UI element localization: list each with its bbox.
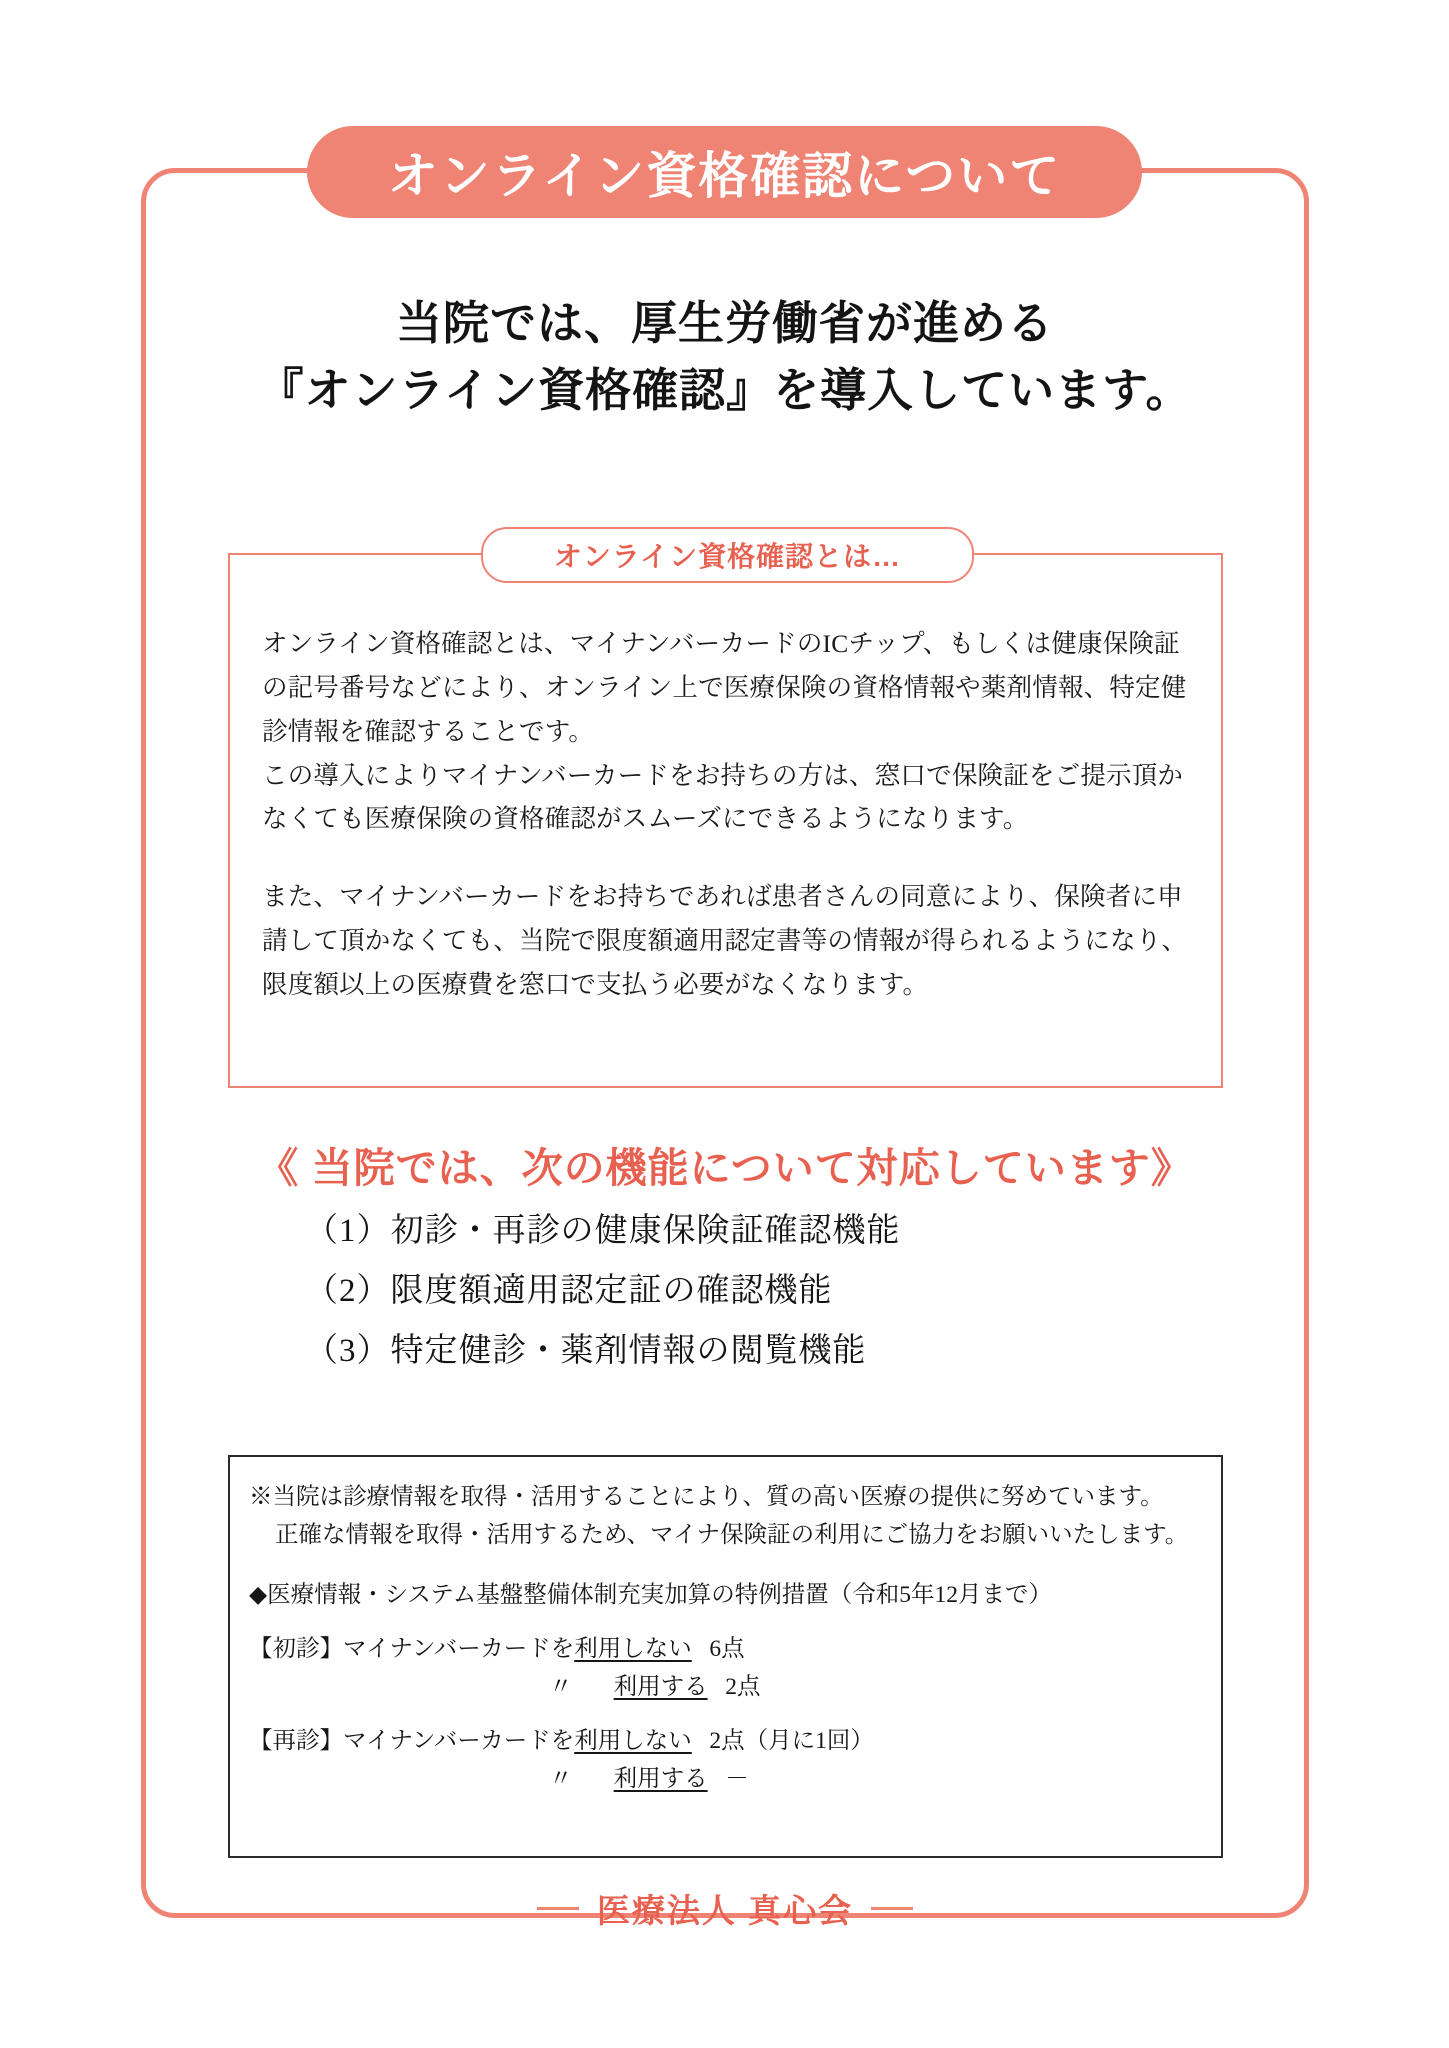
notes-body (249, 1478, 1209, 1798)
definition-box-body (262, 622, 1192, 1007)
notes-revisit-row-2 (249, 1760, 1209, 1798)
notes-line-3: ◆医療情報・システム基盤整備体制充実加算の特例措置（令和5年12月まで） (249, 1582, 1052, 1609)
revisit-ditto: 〃 (549, 1766, 573, 1793)
definition-paragraph-1: オンライン資格確認とは、マイナンバーカードのICチップ、もしくは健康保険証の記号番号などにより、オンライン上で医療保険の資格情報や薬剤情報、特定健診情報を確認することです。 (262, 629, 1187, 746)
footer (141, 1885, 1309, 1932)
features-item-1: （1）初診・再診の健康保険証確認機能 (305, 1213, 901, 1249)
definition-paragraph-2: この導入によりマイナンバーカードをお持ちの方は、窓口で保険証をご提示頂かなくても医療保険の資格確認がスムーズにできるようになります。 (262, 760, 1184, 834)
page-title-text: オンライン資格確認について (387, 148, 1062, 204)
features-heading: 《 当院では、次の機能について対応しています》 (257, 1145, 1193, 1191)
revisit-use: 利用する (613, 1766, 708, 1793)
notes-line-1: ※当院は診療情報を取得・活用することにより、質の高い医療の提供に努めています。 (249, 1484, 1164, 1510)
first-visit-not-use-points: 6点 (709, 1636, 745, 1663)
first-visit-use: 利用する (613, 1674, 708, 1701)
first-visit-label: 【初診】マイナンバーカードを (249, 1636, 575, 1663)
page-title (307, 126, 1142, 218)
revisit-not-use: 利用しない (574, 1728, 692, 1755)
revisit-not-use-points: 2点（月に1回） (709, 1728, 874, 1755)
first-visit-not-use: 利用しない (574, 1636, 692, 1663)
features-list (305, 1215, 1205, 1395)
first-visit-ditto: 〃 (549, 1674, 573, 1701)
revisit-label: 【再診】マイナンバーカードを (249, 1728, 575, 1755)
lead-heading (141, 290, 1309, 423)
notes-first-visit-row-1 (249, 1630, 1209, 1668)
notes-line-2: 正確な情報を取得・活用するため、マイナ保険証の利用にご協力をお願いいたします。 (275, 1522, 1189, 1549)
footer-organization: 医療法人 真心会 (596, 1892, 854, 1929)
notes-revisit-row-1 (249, 1722, 1209, 1760)
definition-box-label (481, 527, 974, 583)
revisit-use-points: － (725, 1766, 749, 1793)
features-item-2: （2）限度額適用認定証の確認機能 (305, 1273, 833, 1309)
first-visit-use-points: 2点 (725, 1674, 761, 1701)
definition-paragraph-3: また、マイナンバーカードをお持ちであれば患者さんの同意により、保険者に申請して頂かなくても、当院で限度額適用認定書等の情報が得られるようになり、限度額以上の医療費を窓口で支払う必要がなくなります。 (262, 882, 1188, 1000)
footer-rule-left (537, 1907, 579, 1910)
lead-line-2: 『オンライン資格確認』を導入しています。 (257, 363, 1193, 416)
definition-box-label-text: オンライン資格確認とは… (553, 541, 902, 572)
notes-first-visit-row-2 (249, 1668, 1209, 1706)
lead-line-1: 当院では、厚生労働省が進める (396, 297, 1054, 349)
footer-rule-right (871, 1907, 913, 1910)
features-item-3: （3）特定健診・薬剤情報の閲覧機能 (305, 1333, 867, 1369)
